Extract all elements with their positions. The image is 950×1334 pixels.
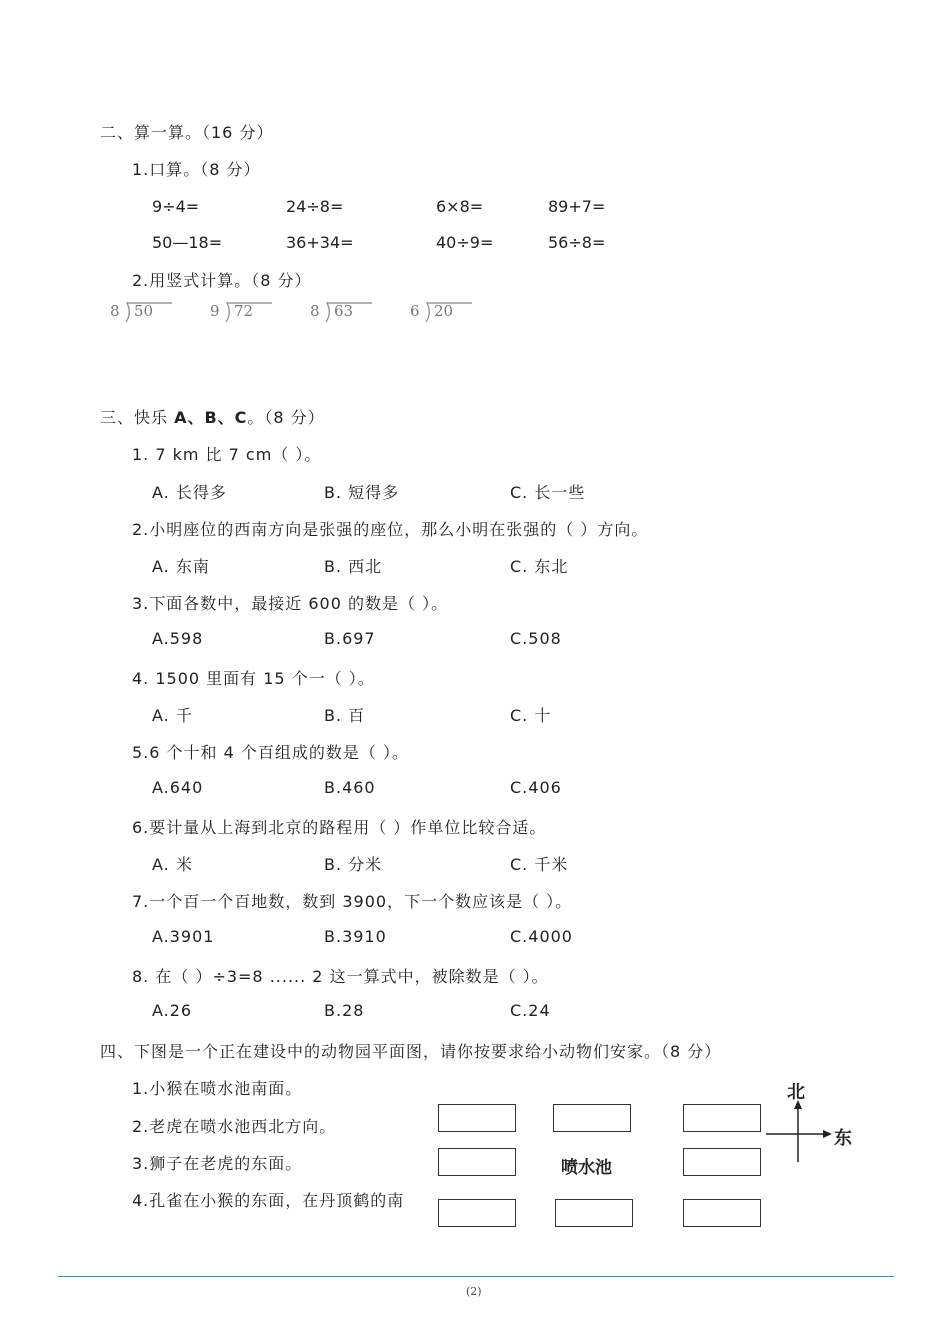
section3-title-suffix: 。（8 分） — [247, 408, 325, 427]
mc-question: 2.小明座位的西南方向是张强的座位，那么小明在张强的（ ）方向。 — [132, 520, 649, 539]
oral-calc-item: 89+7= — [548, 197, 606, 216]
page-number: (2) — [466, 1285, 482, 1298]
mc-option-b: B.697 — [324, 629, 376, 648]
zoo-plot-box — [553, 1104, 631, 1132]
mc-option-b: B.28 — [324, 1001, 365, 1020]
divisor: 8 — [310, 302, 320, 320]
compass-icon — [764, 1100, 834, 1166]
mc-option-b: B. 分米 — [324, 855, 383, 874]
zoo-item: 4.孔雀在小猴的东面，在丹顶鹤的南 — [132, 1191, 405, 1210]
section3-title — [100, 405, 325, 428]
section2-title: 二、算一算。（16 分） — [100, 123, 274, 142]
mc-option-a: A.26 — [152, 1001, 193, 1020]
long-division — [110, 302, 172, 326]
long-division — [410, 302, 472, 326]
oral-calc-item: 6×8= — [436, 197, 484, 216]
mc-question: 3.下面各数中，最接近 600 的数是（ ）。 — [132, 594, 449, 613]
oral-calc-item: 36+34= — [286, 233, 354, 252]
mc-question: 4. 1500 里面有 15 个一（ ）。 — [132, 669, 375, 688]
divisor: 6 — [410, 302, 420, 320]
section3-title-prefix: 三、快乐 — [100, 408, 175, 427]
north-label: 北 — [787, 1082, 805, 1103]
dividend: 50 — [134, 302, 154, 320]
zoo-plot-box — [555, 1199, 633, 1227]
zoo-plot-box — [683, 1148, 761, 1176]
mc-option-c: C. 东北 — [510, 557, 569, 576]
zoo-item: 1.小猴在喷水池南面。 — [132, 1079, 303, 1098]
mc-option-b: B. 西北 — [324, 557, 383, 576]
mc-option-c: C.4000 — [510, 927, 573, 946]
oral-calc-item: 50—18= — [152, 233, 223, 252]
mc-option-c: C.508 — [510, 629, 562, 648]
mc-option-b: B.460 — [324, 778, 376, 797]
mc-question: 8. 在（ ）÷3=8 ...... 2 这一算式中，被除数是（ ）。 — [132, 967, 549, 986]
mc-question: 7.一个百一个百地数，数到 3900，下一个数应该是（ ）。 — [132, 892, 573, 911]
east-label: 东 — [834, 1128, 852, 1149]
mc-option-c: C.24 — [510, 1001, 551, 1020]
zoo-item: 2.老虎在喷水池西北方向。 — [132, 1117, 337, 1136]
mc-option-a: A. 长得多 — [152, 483, 227, 502]
mc-question: 5.6 个十和 4 个百组成的数是（ ）。 — [132, 743, 409, 762]
section3-title-bold: A、B、C — [174, 408, 248, 427]
zoo-plot-box — [683, 1104, 761, 1132]
divisor: 8 — [110, 302, 120, 320]
dividend: 63 — [334, 302, 354, 320]
dividend: 20 — [434, 302, 454, 320]
section2-q2-title: 2.用竖式计算。（8 分） — [132, 271, 312, 290]
oral-calc-item: 24÷8= — [286, 197, 344, 216]
long-division — [310, 302, 372, 326]
oral-calc-item: 9÷4= — [152, 197, 200, 216]
mc-option-b: B. 百 — [324, 706, 366, 725]
mc-option-a: A. 米 — [152, 855, 193, 874]
mc-option-a: A. 千 — [152, 706, 193, 725]
mc-option-a: A.598 — [152, 629, 204, 648]
section2-q1-title: 1.口算。（8 分） — [132, 160, 261, 179]
mc-option-c: C. 长一些 — [510, 483, 586, 502]
zoo-plot-box — [438, 1199, 516, 1227]
divisor: 9 — [210, 302, 220, 320]
mc-option-c: C.406 — [510, 778, 562, 797]
section4-title: 四、下图是一个正在建设中的动物园平面图，请你按要求给小动物们安家。（8 分） — [100, 1042, 722, 1061]
zoo-plot-box — [438, 1104, 516, 1132]
footer-divider — [58, 1276, 894, 1277]
oral-calc-item: 40÷9= — [436, 233, 494, 252]
mc-question: 1. 7 km 比 7 cm（ ）。 — [132, 445, 322, 464]
zoo-plot-box — [683, 1199, 761, 1227]
long-division — [210, 302, 272, 326]
mc-option-a: A.640 — [152, 778, 204, 797]
mc-option-a: A.3901 — [152, 927, 215, 946]
mc-option-c: C. 千米 — [510, 855, 569, 874]
oral-calc-item: 56÷8= — [548, 233, 606, 252]
fountain-label: 喷水池 — [561, 1158, 612, 1178]
mc-option-a: A. 东南 — [152, 557, 210, 576]
mc-option-b: B.3910 — [324, 927, 387, 946]
mc-question: 6.要计量从上海到北京的路程用（ ）作单位比较合适。 — [132, 818, 547, 837]
mc-option-b: B. 短得多 — [324, 483, 400, 502]
zoo-plot-box — [438, 1148, 516, 1176]
mc-option-c: C. 十 — [510, 706, 552, 725]
dividend: 72 — [234, 302, 254, 320]
zoo-item: 3.狮子在老虎的东面。 — [132, 1154, 303, 1173]
